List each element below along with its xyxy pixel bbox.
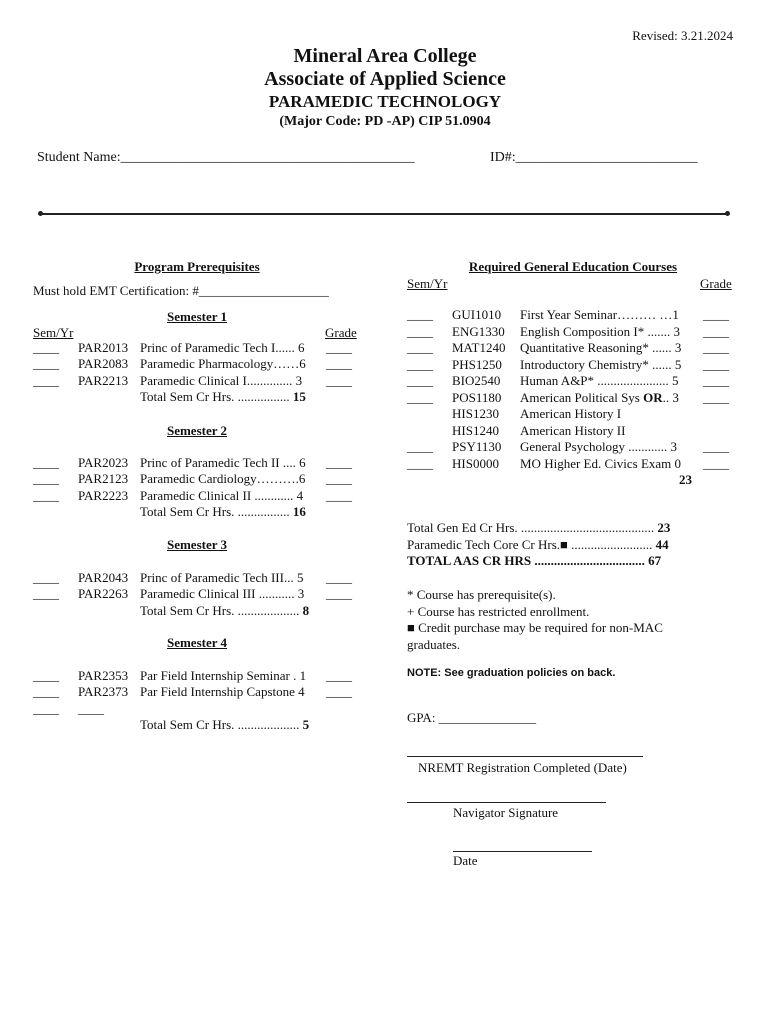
course-title: Paramedic Cardiology……….6 [140,471,306,486]
prerequisites-heading: Program Prerequisites [134,259,260,274]
course-title: Princ of Paramedic Tech I...... 6 [140,340,305,355]
major-code: (Major Code: PD -AP) CIP 51.0904 [279,114,491,129]
sem-yr-blank[interactable]: ____ [33,668,59,683]
course-code: PAR2023 [78,455,129,470]
grade-blank[interactable]: ____ [326,668,352,683]
sem-yr-blank[interactable]: ____ [407,389,433,405]
sem-yr-blank[interactable]: ____ [33,455,59,470]
date-label: Date [453,853,478,868]
program-title: PARAMEDIC TECHNOLOGY [268,92,502,111]
grade-blank[interactable]: ____ [703,373,729,388]
total-label: Total Sem Cr Hrs. ................ [140,389,290,404]
sem-yr-blank[interactable]: ____ [33,570,59,585]
course-title: Paramedic Clinical II ............ 4 [140,488,304,503]
divider-end-right [725,211,730,216]
grade-blank[interactable]: ____ [703,356,729,372]
grade-blank[interactable]: ____ [326,340,352,355]
course-code: PAR2043 [78,570,129,585]
note-restricted: + Course has restricted enrollment. [407,604,590,619]
course-title: American History II [520,422,626,438]
emt-certification-field[interactable]: Must hold EMT Certification: #____________________ [33,283,329,298]
course-title: Par Field Internship Capstone 4 [140,684,305,699]
course-code-blank[interactable]: ____ [78,701,104,716]
grade-blank[interactable]: ____ [703,439,729,454]
sem-yr-blank[interactable]: ____ [33,586,59,601]
course-title: Quantitative Reasoning* ...... 3 [520,340,682,355]
grade-blank[interactable]: ____ [326,455,352,470]
sem-yr-blank[interactable]: ____ [407,455,433,471]
grade-blank[interactable]: ____ [326,356,352,371]
sem-yr-blank[interactable]: ____ [407,373,433,388]
date-line[interactable] [453,851,592,852]
total-value: 5 [302,717,310,732]
gpa-field[interactable]: GPA: _______________ [407,710,537,725]
course-code: PAR2353 [78,668,129,683]
course-code: PAR2213 [78,373,129,388]
grade-blank[interactable]: ____ [703,455,729,471]
note-graduates: graduates. [407,637,461,652]
grade-blank[interactable]: ____ [326,471,352,486]
course-title: Paramedic Clinical III ........... 3 [140,586,305,601]
navigator-signature-line[interactable] [407,802,606,803]
course-code: MAT1240 [452,340,506,355]
total-core: Paramedic Tech Core Cr Hrs.■ ......................... 44 [407,537,669,552]
total-label: Total Sem Cr Hrs. ................... [140,603,300,618]
sem-yr-header: Sem/Yr [33,325,74,340]
total-gen-ed: Total Gen Ed Cr Hrs. ......................................... 23 [407,520,671,535]
student-id-field[interactable]: ID#:__________________________ [490,150,698,165]
course-code: PAR2083 [78,356,129,371]
course-title: Princ of Paramedic Tech II .... 6 [140,455,306,470]
semester-heading: Semester 2 [166,423,228,438]
sem-yr-blank[interactable]: ____ [33,340,59,355]
total-value: 16 [292,504,306,519]
grade-blank[interactable]: ____ [326,586,352,601]
course-code: PAR2373 [78,684,129,699]
course-title: General Psychology ............ 3 [520,439,678,454]
grade-blank[interactable]: ____ [703,323,729,339]
sem-yr-blank[interactable]: ____ [407,340,433,355]
course-title: Paramedic Pharmacology……6 [140,356,306,371]
course-code: HIS1240 [452,422,499,438]
semester-total [140,717,309,733]
semester-heading: Semester 4 [166,635,228,650]
course-code: HIS1230 [452,406,499,421]
divider-end-left [38,211,43,216]
gen-ed-sem-yr-header: Sem/Yr [407,276,448,291]
nremt-label: NREMT Registration Completed (Date) [418,760,627,775]
course-title: Par Field Internship Seminar . 1 [140,668,307,683]
course-code: GUI1010 [452,307,502,322]
total-label: Total Sem Cr Hrs. ................... [140,717,300,732]
grade-blank[interactable]: ____ [703,307,729,322]
grade-blank[interactable]: ____ [326,373,352,388]
note-prerequisite: * Course has prerequisite(s). [407,587,556,602]
sem-yr-blank[interactable]: ____ [407,356,433,372]
course-title: MO Higher Ed. Civics Exam 0 [520,455,682,471]
total-value: 15 [292,389,306,404]
note-credit-purchase: ■ Credit purchase may be required for non-MAC [407,620,663,635]
semester-total [140,504,306,520]
sem-yr-blank[interactable]: ____ [33,471,59,486]
grade-blank[interactable]: ____ [326,570,352,585]
grade-blank[interactable]: ____ [703,389,729,405]
college-name: Mineral Area College [293,45,477,67]
grade-blank[interactable]: ____ [703,340,729,355]
course-code: PAR2013 [78,340,129,355]
course-title: Princ of Paramedic Tech III... 5 [140,570,304,585]
semester-total [140,603,309,619]
student-name-field[interactable]: Student Name:__________________________________________ [37,150,415,165]
course-code: PSY1130 [452,439,502,454]
course-title: Human A&P* ...................... 5 [520,373,679,388]
sem-yr-blank[interactable]: ____ [33,356,59,371]
grade-blank[interactable]: ____ [326,488,352,503]
course-title: English Composition I* ....... 3 [520,323,680,339]
sem-yr-blank[interactable]: ____ [407,323,433,339]
course-title: Paramedic Clinical I.............. 3 [140,373,303,388]
course-code: PAR2223 [78,488,129,503]
course-title: American History I [520,406,622,421]
course-code: POS1180 [452,389,502,405]
nremt-date-line[interactable] [407,756,643,757]
course-code: PHS1250 [452,356,502,372]
sem-yr-blank[interactable]: ____ [33,373,59,388]
total-aas: TOTAL AAS CR HRS .................................. 67 [407,553,662,568]
course-code: PAR2123 [78,471,129,486]
semester-total [140,389,306,405]
gen-ed-heading: Required General Education Courses [468,259,678,274]
gen-ed-grade-header: Grade [700,276,732,291]
sem-yr-blank[interactable]: ____ [33,684,59,699]
sem-yr-blank[interactable]: ____ [407,307,433,322]
course-title: First Year Seminar……… …1 [520,307,679,322]
semester-heading: Semester 1 [166,309,228,324]
gen-ed-subtotal: 23 [679,472,692,487]
sem-yr-blank[interactable]: ____ [33,701,59,716]
course-code: BIO2540 [452,373,501,388]
course-code: PAR2263 [78,586,129,601]
course-title: Introductory Chemistry* ...... 5 [520,356,682,372]
grade-blank[interactable]: ____ [326,684,352,699]
semester-heading: Semester 3 [166,537,228,552]
total-label: Total Sem Cr Hrs. ................ [140,504,290,519]
course-code: ENG1330 [452,323,505,339]
degree-title: Associate of Applied Science [264,68,506,90]
sem-yr-blank[interactable]: ____ [407,439,433,454]
grade-header: Grade [325,325,357,340]
revised-date: Revised: 3.21.2024 [632,28,733,43]
divider-line [40,213,728,215]
navigator-label: Navigator Signature [453,805,559,820]
sem-yr-blank[interactable]: ____ [33,488,59,503]
total-value: 8 [302,603,310,618]
course-title: American Political Sys OR.. 3 [520,389,679,405]
graduation-note: NOTE: See graduation policies on back. [407,667,616,679]
course-code: HIS0000 [452,455,499,471]
